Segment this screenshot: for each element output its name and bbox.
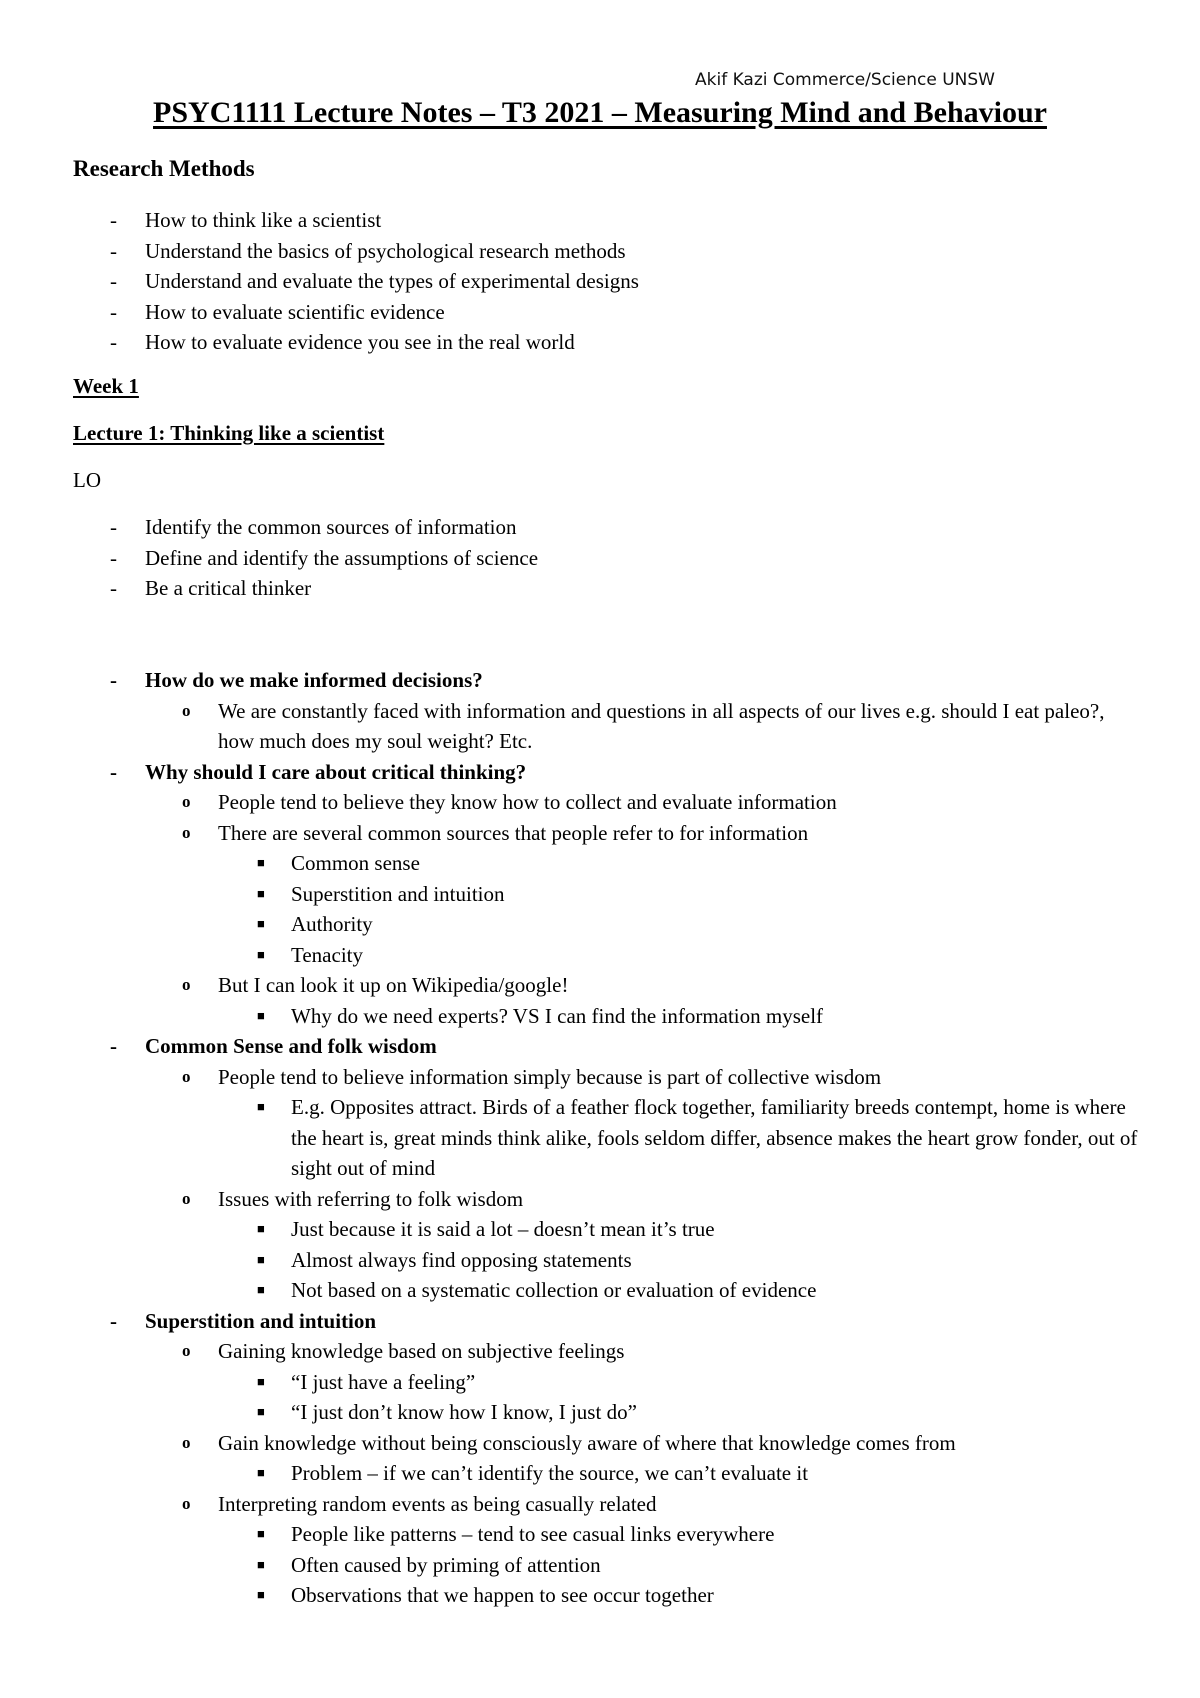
lo-label: LO	[73, 468, 101, 492]
research-methods-list	[0, 205, 639, 358]
list-item: o Gain knowledge without being consciously aware of where that knowledge comes from	[182, 1430, 956, 1455]
list-item: ■ Superstition and intuition	[257, 881, 505, 906]
list-item: o But I can look it up on Wikipedia/google!	[182, 973, 569, 997]
lo-list	[0, 512, 538, 604]
list-item: - How to evaluate evidence you see in the real world	[110, 330, 575, 354]
list-item: ■ Common sense	[257, 851, 420, 875]
week-heading: Week 1	[73, 374, 139, 398]
list-item: ■ Observations that we happen to see occur together	[257, 1583, 714, 1607]
list-item: o There are several common sources that people refer to for information	[182, 820, 809, 845]
header-author: Akif Kazi Commerce/Science UNSW	[695, 70, 995, 90]
list-item: ■ People like patterns – tend to see casual links everywhere	[257, 1522, 775, 1546]
list-item: ■ E.g. Opposites attract. Birds of a feather flock together, familiarity breeds contempt, home is where the heart is, great minds think alike, fools seldom differ, absence makes the heart grow fonder, out of sight out of mind	[257, 1095, 1138, 1180]
list-item: ■ Authority	[257, 912, 373, 936]
list-item: - How to think like a scientist	[110, 208, 382, 232]
list-item: - Common Sense and folk wisdom	[110, 1034, 437, 1058]
document-title: PSYC1111 Lecture Notes – T3 2021 – Measuring Mind and Behaviour	[153, 96, 1047, 129]
list-item: - Understand the basics of psychological research methods	[110, 238, 626, 263]
list-item: ■ Not based on a systematic collection or evaluation of evidence	[257, 1278, 817, 1302]
list-item: o People tend to believe they know how to collect and evaluate information	[182, 790, 837, 814]
list-item: ■ Tenacity	[257, 942, 363, 967]
list-item: ■ “I just have a feeling”	[257, 1369, 476, 1394]
list-item: - Superstition and intuition	[110, 1308, 377, 1333]
list-item: ■ Almost always find opposing statements	[257, 1247, 632, 1272]
list-item: ■ Just because it is said a lot – doesn’t mean it’s true	[257, 1217, 715, 1241]
list-item: ■ Problem – if we can’t identify the source, we can’t evaluate it	[257, 1461, 809, 1485]
list-item: - Why should I care about critical thinking?	[110, 759, 527, 784]
list-item: ■ “I just don’t know how I know, I just do”	[257, 1400, 637, 1424]
list-item: - Be a critical thinker	[110, 576, 312, 600]
list-item: - Understand and evaluate the types of experimental designs	[110, 269, 639, 293]
list-item: o People tend to believe information simply because is part of collective wisdom	[182, 1064, 882, 1089]
list-item: - How do we make informed decisions?	[110, 668, 483, 692]
lecture-heading: Lecture 1: Thinking like a scientist	[73, 421, 385, 445]
list-item: ■ Often caused by priming of attention	[257, 1552, 601, 1577]
list-item: o We are constantly faced with information and questions in all aspects of our lives e.g. should I eat paleo?, how much does my soul weight? Etc.	[182, 698, 1105, 753]
research-methods-heading: Research Methods	[73, 156, 255, 181]
list-item: o Gaining knowledge based on subjective feelings	[182, 1339, 625, 1363]
list-item: - Define and identify the assumptions of science	[110, 545, 539, 570]
list-item: o Interpreting random events as being casually related	[182, 1491, 657, 1516]
list-item: - Identify the common sources of information	[110, 515, 517, 539]
list-item: o Issues with referring to folk wisdom	[182, 1186, 524, 1211]
list-item: - How to evaluate scientific evidence	[110, 299, 445, 324]
notes-list	[0, 665, 1151, 1611]
list-item: ■ Why do we need experts? VS I can find the information myself	[257, 1003, 824, 1028]
